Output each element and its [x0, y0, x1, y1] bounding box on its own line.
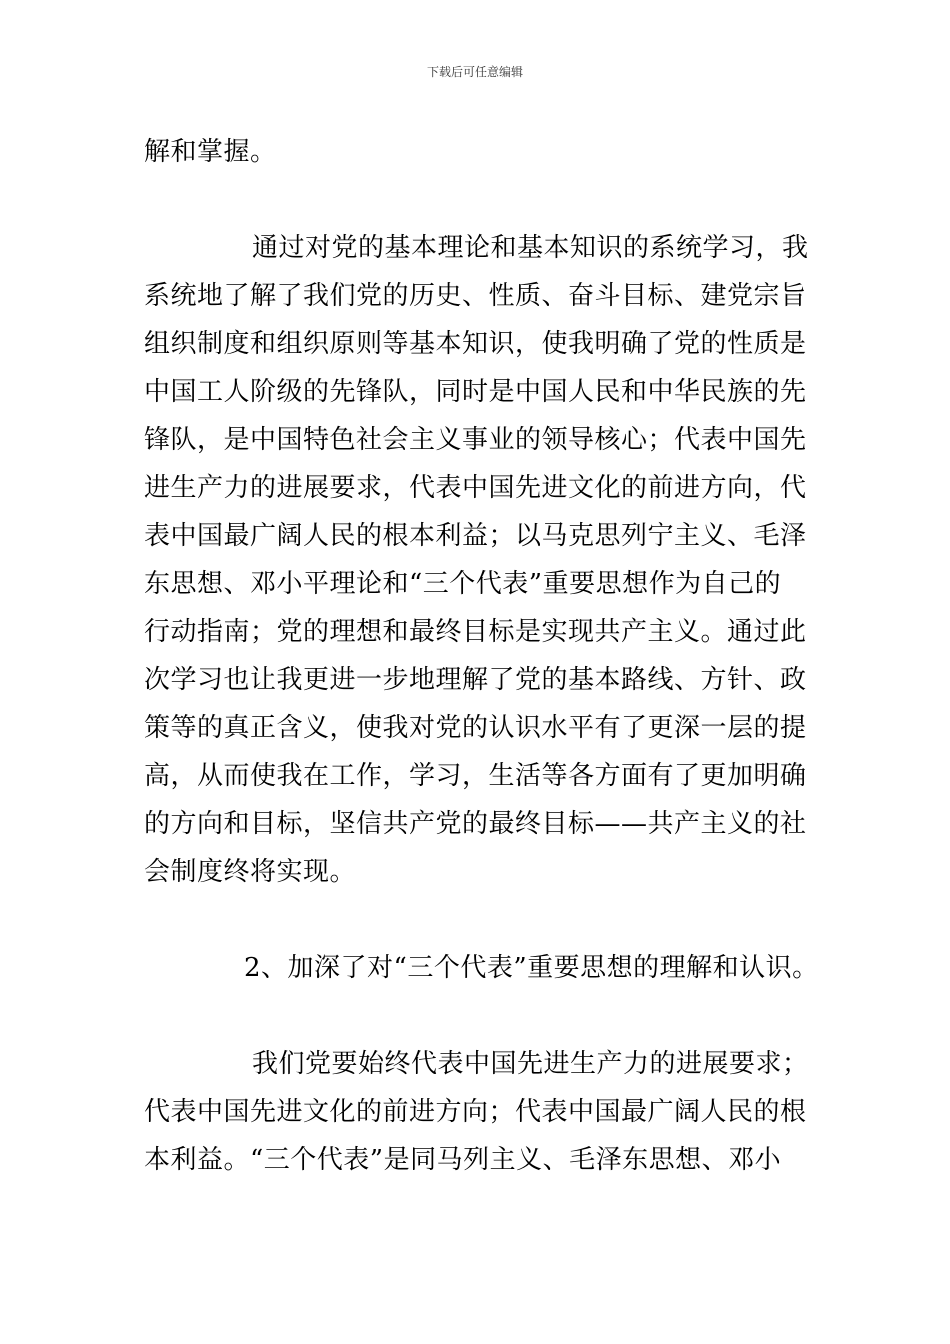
text-line: 组织制度和组织原则等基本知识，使我明确了党的性质是: [144, 329, 807, 359]
text-line: 锋队，是中国特色社会主义事业的领导核心；代表中国先: [144, 425, 807, 455]
section-heading: 2、加深了对“三个代表”重要思想的理解和认识。: [244, 953, 819, 983]
text-line: 解和掌握。: [144, 137, 277, 167]
document-body: [144, 128, 819, 1184]
paragraph-gap: [144, 896, 808, 944]
text-line: 表中国最广阔人民的根本利益；以马克思列宁主义、毛泽: [144, 521, 807, 551]
text-line: 的方向和目标，坚信共产党的最终目标——共产主义的社: [144, 809, 807, 839]
page-header: 下载后可任意编辑: [426, 65, 523, 79]
paragraph-gap: [144, 992, 808, 1040]
text-line: 行动指南；党的理想和最终目标是实现共产主义。通过此: [144, 617, 807, 647]
text-line: 通过对党的基本理论和基本知识的系统学习，我: [252, 233, 809, 263]
text-line: 本利益。“三个代表”是同马列主义、毛泽东思想、邓小: [144, 1145, 782, 1175]
text-line: 东思想、邓小平理论和“三个代表”重要思想作为自己的: [144, 569, 782, 599]
text-line: 高，从而使我在工作，学习，生活等各方面有了更加明确: [144, 761, 807, 791]
text-line: 会制度终将实现。: [144, 857, 357, 887]
text-line: 次学习也让我更进一步地理解了党的基本路线、方针、政: [144, 665, 807, 695]
text-line: 代表中国先进文化的前进方向；代表中国最广阔人民的根: [144, 1097, 807, 1127]
text-line: 策等的真正含义，使我对党的认识水平有了更深一层的提: [144, 713, 807, 743]
text-line: 中国工人阶级的先锋队，同时是中国人民和中华民族的先: [144, 377, 807, 407]
paragraph-gap: [144, 176, 808, 224]
text-line: 系统地了解了我们党的历史、性质、奋斗目标、建党宗旨: [144, 281, 807, 311]
text-line: 进生产力的进展要求，代表中国先进文化的前进方向，代: [144, 473, 807, 503]
text-line: 我们党要始终代表中国先进生产力的进展要求；: [252, 1049, 809, 1079]
